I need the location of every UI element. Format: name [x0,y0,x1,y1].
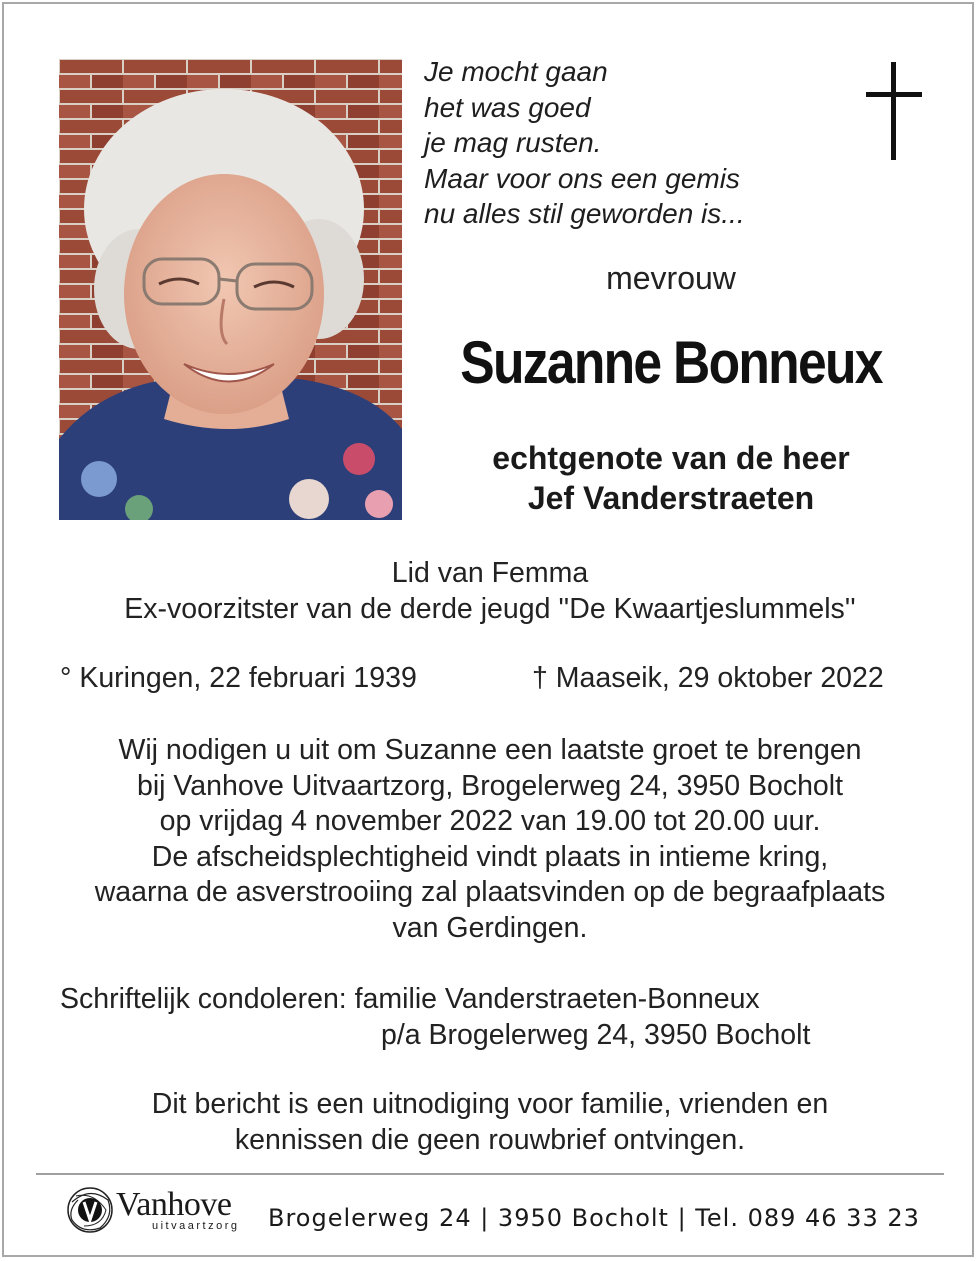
logo-name: Vanhove [116,1186,232,1223]
spouse-line: echtgenote van de heer [492,440,850,476]
memberships [40,556,940,627]
footer-address: Brogelerweg 24 | 3950 Bocholt | Tel. 089 46 33 23 [268,1204,920,1232]
poem-line: je mag rusten. [424,127,602,158]
birth-info: ° Kuringen, 22 februari 1939 [60,662,417,694]
spouse-info [424,438,918,518]
poem [424,54,745,232]
membership-line: Lid van Femma [391,557,589,589]
poem-line: nu alles stil geworden is... [424,198,745,229]
invitation-line: bij Vanhove Uitvaartzorg, Brogelerweg 24, 3950 Bocholt [136,769,844,802]
vanhove-logo-icon [64,1182,120,1238]
footer-divider [36,1173,944,1175]
condolence-address: p/a Brogelerweg 24, 3950 Bocholt [381,1018,811,1051]
invitation-line: op vrijdag 4 november 2022 van 19.00 tot 20.00 uur. [159,805,821,837]
notice-line: Dit bericht is een uitnodiging voor familie, vrienden en [151,1088,829,1120]
invitation-line: Wij nodigen u uit om Suzanne een laatste groet te brengen [118,734,862,766]
invitation-line: van Gerdingen. [392,911,588,944]
notice-text [40,1087,940,1158]
title-prefix: mevrouw [606,260,736,296]
spouse-line: Jef Vanderstraeten [527,480,815,516]
invitation-line: De afscheidsplechtigheid vindt plaats in intieme kring, [151,840,829,873]
condolence-info [60,982,810,1053]
poem-line: Maar voor ons een gemis [424,162,740,194]
cross-icon [866,62,922,160]
invitation-text [40,733,940,946]
invitation-line: waarna de asverstrooiing zal plaatsvinden op de begraafplaats [94,876,886,908]
membership-line: Ex-voorzitster van de derde jeugd ''De Kwaartjeslummels'' [124,592,856,625]
poem-line: Je mocht gaan [424,56,608,87]
portrait-photo [59,59,402,520]
condolence-line: Schriftelijk condoleren: familie Vanderstraeten-Bonneux [60,983,760,1015]
death-info: † Maaseik, 29 oktober 2022 [532,662,884,694]
logo-subtitle: uitvaartzorg [152,1220,240,1232]
notice-line: kennissen die geen rouwbrief ontvingen. [234,1123,746,1156]
deceased-name: Suzanne Bonneux [460,329,882,396]
poem-line: het was goed [424,91,591,123]
